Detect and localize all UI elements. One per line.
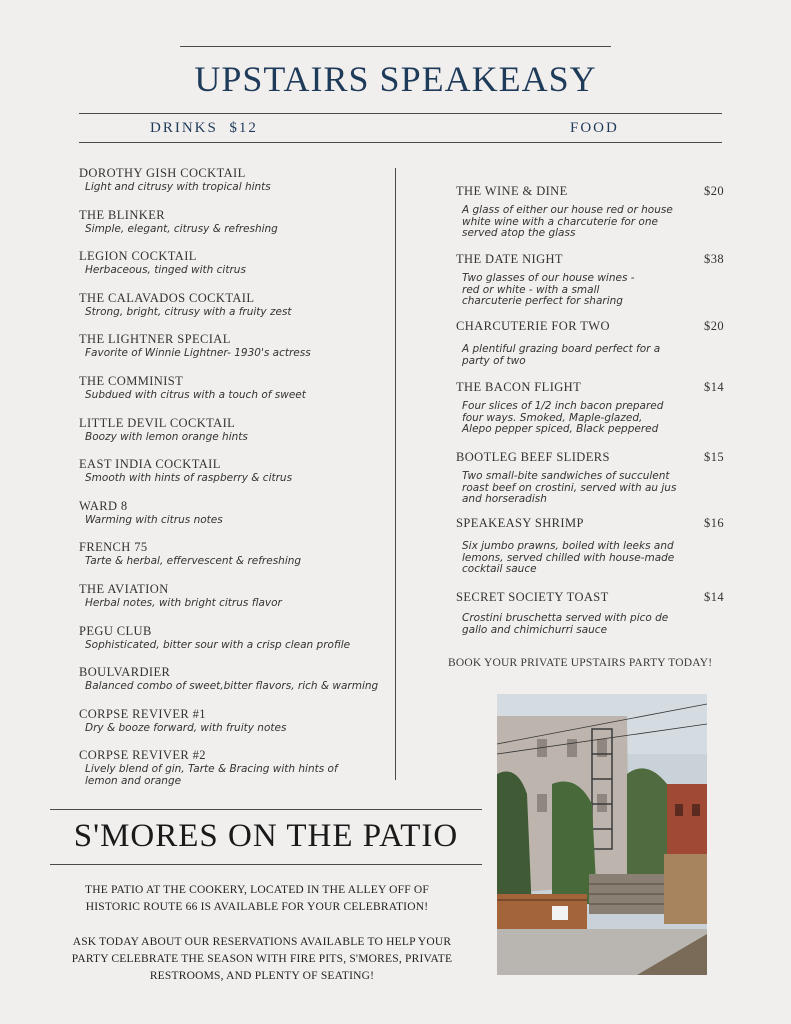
food-price: $14	[704, 380, 724, 394]
food-header: FOOD	[570, 120, 619, 136]
food-desc: Two glasses of our house wines - red or white - with a small charcuterie perfect for sharing	[462, 272, 635, 307]
smores-bottom-rule	[50, 864, 482, 865]
list-item	[79, 332, 379, 374]
drink-name: CORPSE REVIVER #1	[79, 706, 206, 721]
food-price: $20	[704, 184, 724, 198]
drink-name: CORPSE REVIVER #2	[79, 748, 206, 763]
list-item	[79, 249, 379, 291]
drinks-header: DRINKS $12	[150, 120, 258, 136]
book-party-text: BOOK YOUR PRIVATE UPSTAIRS PARTY TODAY!	[448, 657, 713, 669]
drink-desc: Warming with citrus notes	[85, 513, 223, 526]
food-desc: A plentiful grazing board perfect for a party of two	[462, 343, 661, 367]
drink-name: THE CALAVADOS COCKTAIL	[79, 290, 255, 305]
drink-desc: Lively blend of gin, Tarte & Bracing with hints of lemon and orange	[85, 763, 338, 788]
patio-reservation-text: ASK TODAY ABOUT OUR RESERVATIONS AVAILABLE TO HELP YOUR PARTY CELEBRATE THE SEASON WITH FIRE PITS, S'MORES, PRIVATE RESTROOMS, AND PLENTY OF SEATING!	[71, 936, 453, 982]
drink-name: LITTLE DEVIL COCKTAIL	[79, 415, 236, 430]
page-title: UPSTAIRS SPEAKEASY	[194, 59, 597, 99]
food-name: SECRET SOCIETY TOAST	[456, 590, 609, 604]
list-item	[79, 582, 379, 624]
drink-name: DOROTHY GISH COCKTAIL	[79, 166, 246, 180]
food-item	[456, 252, 724, 308]
drink-desc: Dry & booze forward, with fruity notes	[85, 721, 287, 734]
food-desc: Four slices of 1/2 inch bacon prepared four ways. Smoked, Maple-glazed, Alepo pepper spiced, Black peppered	[462, 400, 664, 435]
column-divider	[395, 168, 396, 780]
drink-name: FRENCH 75	[79, 540, 148, 555]
drink-name: BOULVARDIER	[79, 665, 171, 680]
list-item	[79, 208, 379, 250]
drink-name: PEGU CLUB	[79, 623, 152, 638]
drink-desc: Light and citrusy with tropical hints	[85, 181, 271, 193]
food-desc: Two small-bite sandwiches of succulent roast beef on crostini, served with au jus and horseradish	[462, 470, 677, 505]
patio-photo	[497, 694, 707, 975]
list-item	[79, 416, 379, 458]
drink-desc: Tarte & herbal, effervescent & refreshing	[85, 555, 302, 568]
drink-desc: Herbaceous, tinged with citrus	[85, 264, 246, 277]
food-item	[456, 380, 724, 436]
list-item	[79, 457, 379, 499]
food-price: $14	[704, 590, 724, 604]
drink-name: THE COMMINIST	[79, 373, 184, 388]
list-item	[79, 707, 379, 749]
food-item	[456, 319, 724, 367]
drink-name: EAST INDIA COCKTAIL	[79, 457, 221, 472]
food-name: THE BACON FLIGHT	[456, 380, 582, 394]
food-desc: Six jumbo prawns, boiled with leeks and lemons, served chilled with house-made cocktail sauce	[462, 540, 675, 575]
drink-name: THE BLINKER	[79, 207, 165, 222]
drink-desc: Subdued with citrus with a touch of sweet	[85, 388, 306, 401]
drinks-list	[79, 166, 379, 790]
list-item	[79, 665, 379, 707]
food-item	[456, 450, 724, 506]
food-name: SPEAKEASY SHRIMP	[456, 516, 584, 530]
drink-desc: Smooth with hints of raspberry & citrus	[85, 472, 293, 485]
list-item	[79, 748, 379, 790]
food-name: THE DATE NIGHT	[456, 252, 563, 266]
drink-name: THE LIGHTNER SPECIAL	[79, 332, 231, 347]
food-name: CHARCUTERIE FOR TWO	[456, 319, 610, 333]
list-item	[79, 499, 379, 541]
food-name: BOOTLEG BEEF SLIDERS	[456, 450, 610, 464]
food-price: $20	[704, 319, 724, 333]
smores-top-rule	[50, 809, 482, 810]
patio-description: THE PATIO AT THE COOKERY, LOCATED IN THE ALLEY OFF OF HISTORIC ROUTE 66 IS AVAILABLE FOR YOUR CELEBRATION!	[84, 884, 430, 913]
top-rule	[180, 46, 611, 47]
food-desc: Crostini bruschetta served with pico de gallo and chimichurri sauce	[462, 612, 669, 636]
drink-desc: Boozy with lemon orange hints	[85, 430, 248, 443]
list-item	[79, 624, 379, 666]
food-item	[456, 184, 724, 240]
smores-title: S'MORES ON THE PATIO	[73, 818, 459, 854]
food-name: THE WINE & DINE	[456, 184, 568, 198]
list-item	[79, 166, 379, 208]
food-item	[456, 516, 724, 576]
title-underline	[79, 113, 722, 114]
drink-desc: Herbal notes, with bright citrus flavor	[85, 596, 282, 609]
header-underline	[79, 142, 722, 143]
food-desc: A glass of either our house red or house white wine with a charcuterie for one served atop the glass	[462, 204, 673, 239]
list-item	[79, 374, 379, 416]
list-item	[79, 540, 379, 582]
drink-desc: Sophisticated, bitter sour with a crisp clean profile	[85, 638, 351, 651]
drink-desc: Strong, bright, citrusy with a fruity zest	[85, 305, 292, 318]
drink-name: LEGION COCKTAIL	[79, 249, 197, 264]
drink-name: WARD 8	[79, 498, 128, 513]
food-price: $15	[704, 450, 724, 464]
food-price: $16	[704, 516, 724, 530]
food-price: $38	[704, 252, 724, 266]
drink-name: THE AVIATION	[79, 581, 169, 596]
drink-desc: Favorite of Winnie Lightner- 1930's actress	[85, 347, 311, 360]
food-item	[456, 590, 724, 636]
drink-desc: Balanced combo of sweet,bitter flavors, rich & warming	[85, 680, 379, 693]
list-item	[79, 291, 379, 333]
drink-desc: Simple, elegant, citrusy & refreshing	[85, 222, 278, 235]
